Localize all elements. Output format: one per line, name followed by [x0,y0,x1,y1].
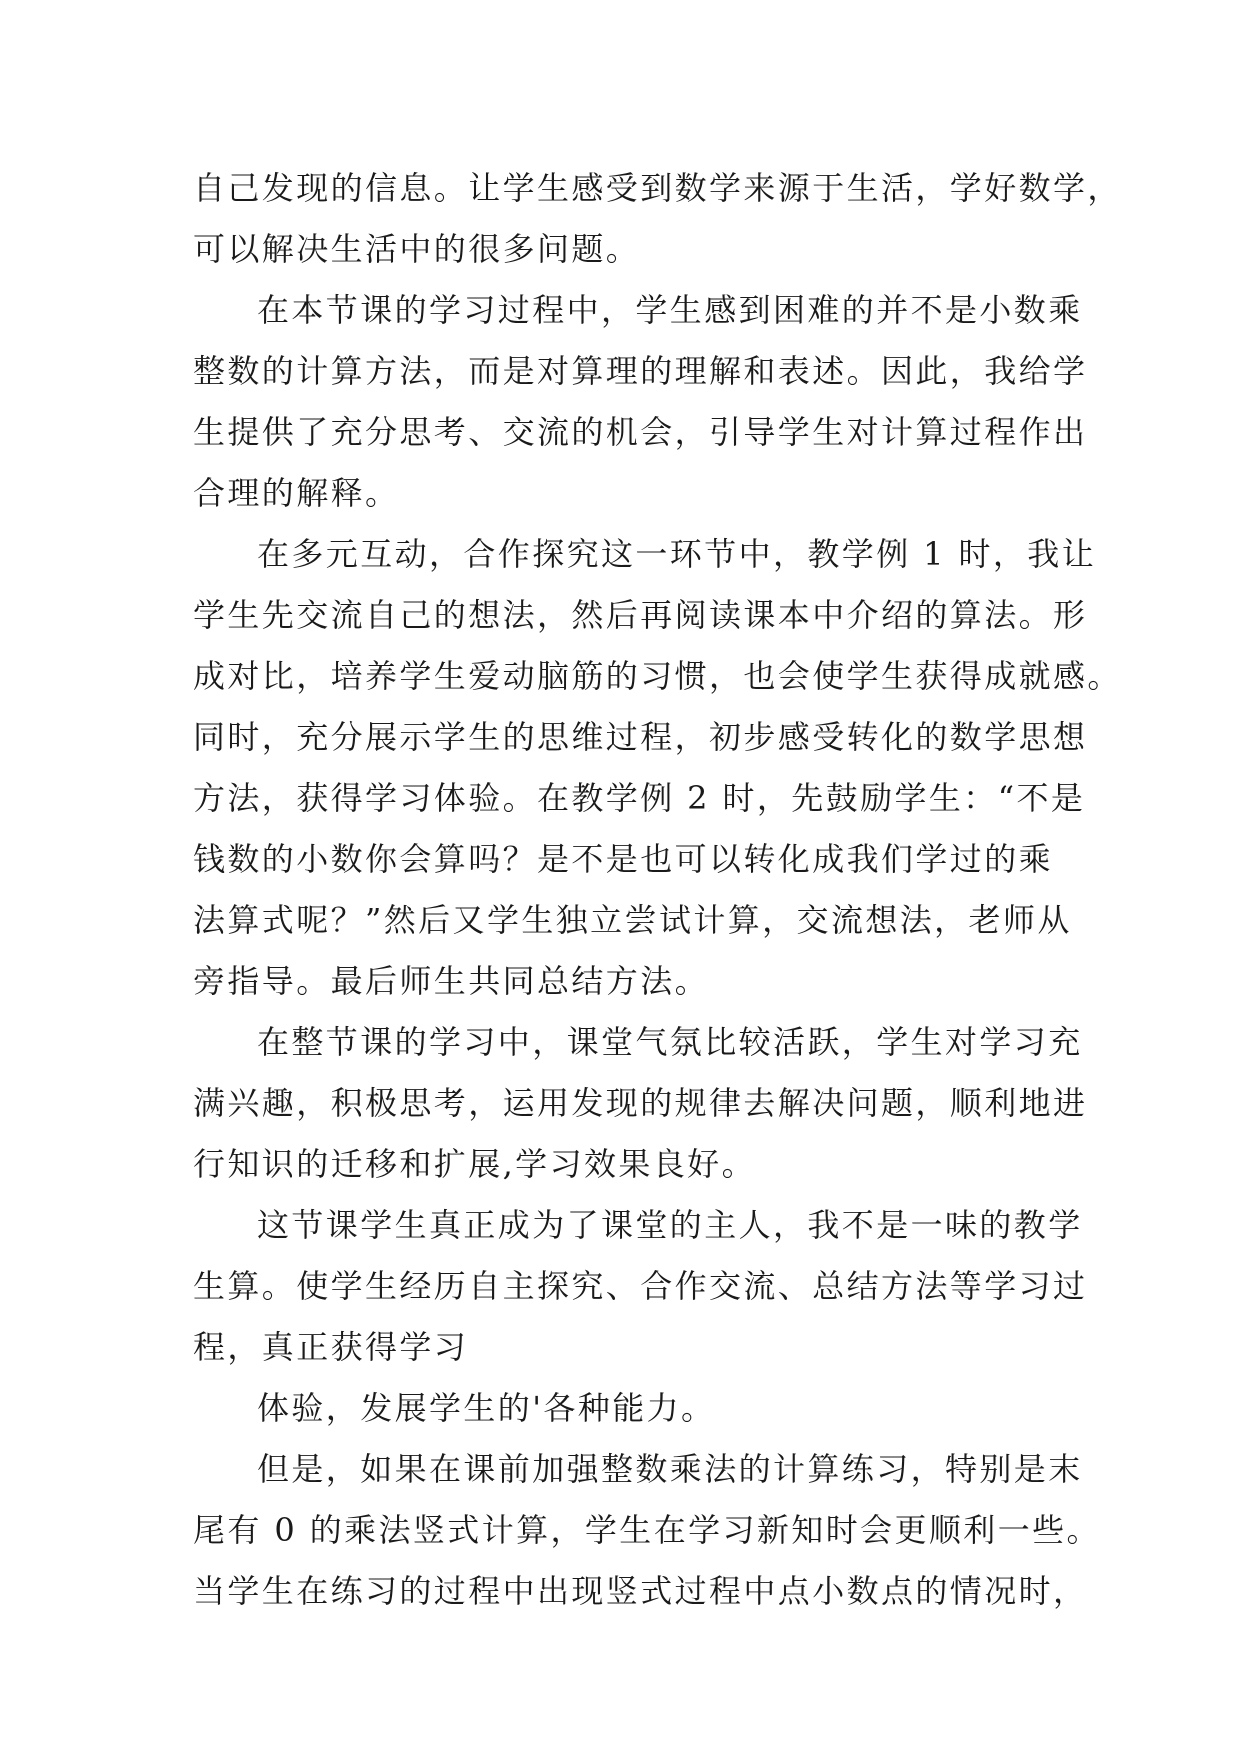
text-line: 自己发现的信息。让学生感受到数学来源于生活，学好数学， [193,169,1122,207]
text-line: 方法，获得学习体验。在教学例 2 时，先鼓励学生：“不是 [193,779,1086,817]
text-line: 但是，如果在课前加强整数乘法的计算练习，特别是末 [257,1450,1083,1488]
text-line: 整数的计算方法，而是对算理的理解和表述。因此，我给学 [193,352,1088,390]
text-line: 生算。使学生经历自主探究、合作交流、总结方法等学习过 [193,1267,1088,1305]
text-line: 成对比，培养学生爱动脑筋的习惯，也会使学生获得成就感。 [193,657,1122,695]
text-line: 学生先交流自己的想法，然后再阅读课本中介绍的算法。形 [193,596,1088,634]
text-line: 钱数的小数你会算吗？是不是也可以转化成我们学过的乘 [193,840,1054,878]
text-line: 合理的解释。 [193,474,400,512]
text-line: 当学生在练习的过程中出现竖式过程中点小数点的情况时， [193,1572,1088,1610]
text-line: 法算式呢？”然后又学生独立尝试计算，交流想法，老师从 [193,901,1072,939]
text-line: 体验，发展学生的'各种能力。 [257,1389,716,1427]
text-line: 生提供了充分思考、交流的机会，引导学生对计算过程作出 [193,413,1088,451]
text-line: 可以解决生活中的很多问题。 [193,230,641,268]
text-line: 同时，充分展示学生的思维过程，初步感受转化的数学思想 [193,718,1088,756]
text-line: 满兴趣，积极思考，运用发现的规律去解决问题，顺利地进 [193,1084,1088,1122]
text-line: 行知识的迁移和扩展,学习效果良好。 [193,1145,756,1183]
text-line: 在本节课的学习过程中，学生感到困难的并不是小数乘 [257,291,1083,329]
text-line: 在多元互动，合作探究这一环节中，教学例 1 时，我让 [257,535,1097,573]
text-line: 尾有 0 的乘法竖式计算，学生在学习新知时会更顺利一些。 [193,1511,1101,1549]
text-line: 程，真正获得学习 [193,1328,469,1366]
text-line: 这节课学生真正成为了课堂的主人，我不是一味的教学 [257,1206,1083,1244]
document-body [193,158,1122,1622]
text-line: 在整节课的学习中，课堂气氛比较活跃，学生对学习充 [257,1023,1083,1061]
text-line: 旁指导。最后师生共同总结方法。 [193,962,710,1000]
